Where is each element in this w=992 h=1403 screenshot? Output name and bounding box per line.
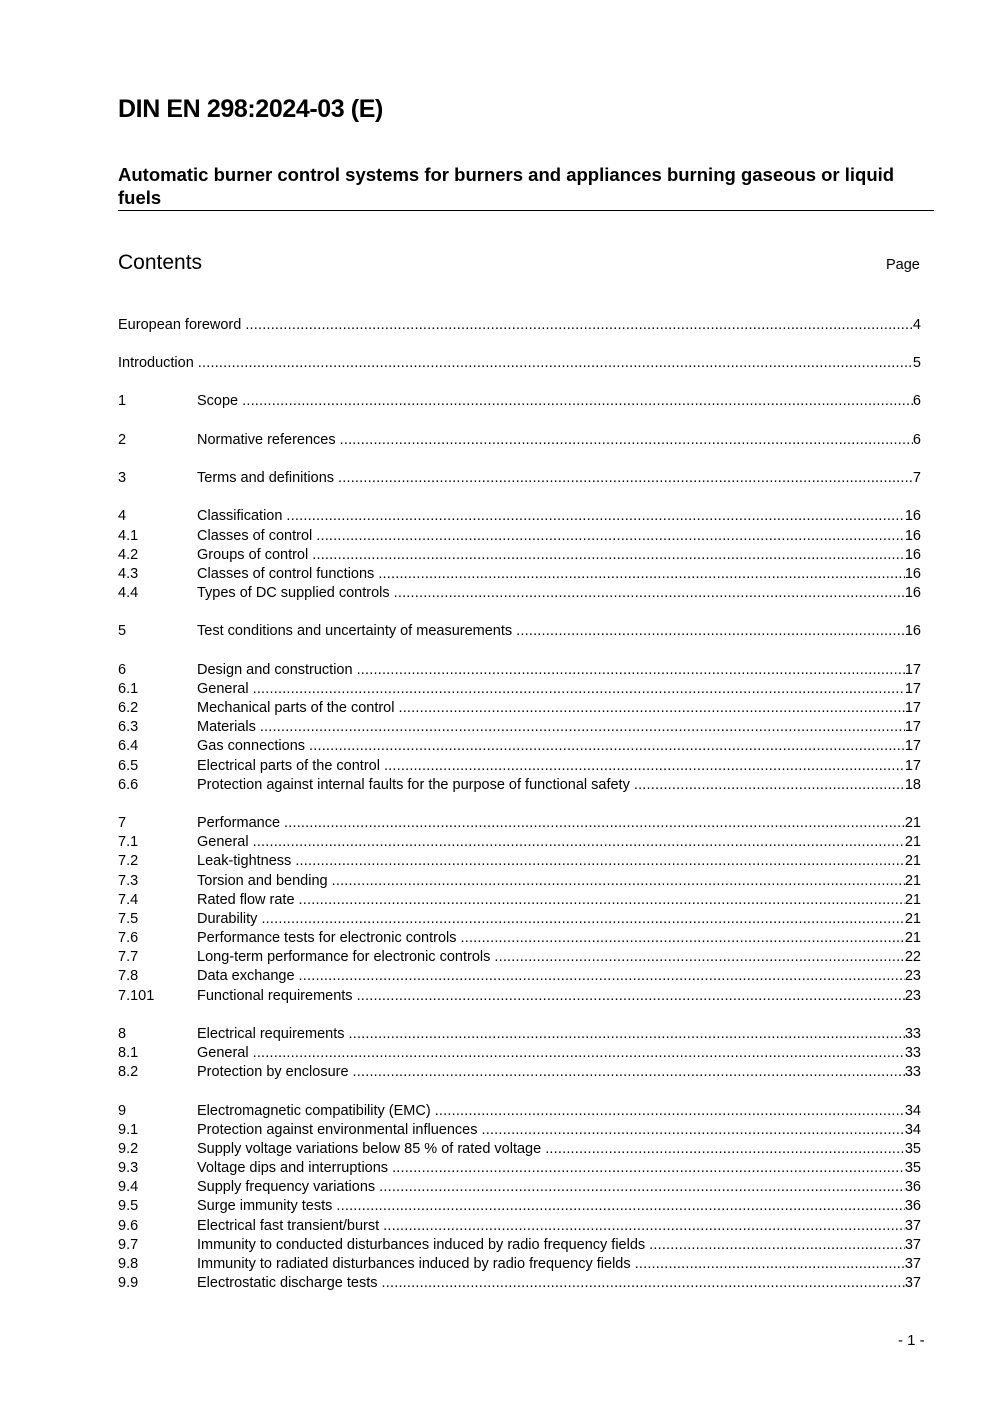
toc-entry[interactable] bbox=[118, 680, 921, 699]
toc-section-title: Groups of control bbox=[197, 547, 309, 563]
toc-entry[interactable] bbox=[118, 1255, 921, 1274]
toc-entry[interactable] bbox=[118, 565, 921, 584]
toc-page-number: 6 bbox=[912, 432, 921, 448]
toc-entry[interactable] bbox=[118, 1217, 921, 1236]
toc-dot-leader bbox=[353, 1063, 905, 1082]
toc-section-title: Supply voltage variations below 85 % of rated voltage bbox=[197, 1141, 542, 1157]
toc-dot-leader bbox=[253, 680, 905, 699]
toc-section-title: Test conditions and uncertainty of measurements bbox=[197, 623, 513, 639]
toc-section-title: Classification bbox=[197, 508, 283, 524]
toc-section-title: Types of DC supplied controls bbox=[197, 585, 390, 601]
toc-dot-leader bbox=[384, 757, 905, 776]
toc-page-number: 33 bbox=[904, 1045, 921, 1061]
toc-dot-leader bbox=[394, 584, 905, 603]
toc-dot-leader bbox=[348, 1025, 904, 1044]
toc-entry[interactable] bbox=[118, 948, 921, 967]
toc-dot-leader bbox=[378, 565, 905, 584]
toc-entry[interactable] bbox=[118, 814, 921, 833]
toc-page-number: 16 bbox=[904, 585, 921, 601]
toc-section-title: Electrical parts of the control bbox=[197, 758, 380, 774]
toc-dot-leader bbox=[245, 316, 913, 335]
toc-entry[interactable] bbox=[118, 546, 921, 565]
toc-page-number: 33 bbox=[904, 1064, 921, 1080]
toc-dot-leader bbox=[332, 872, 905, 891]
toc-dot-leader bbox=[482, 1121, 905, 1140]
toc-section-title: Electromagnetic compatibility (EMC) bbox=[197, 1103, 431, 1119]
toc-section-number: 4 bbox=[118, 508, 127, 524]
toc-dot-leader bbox=[253, 833, 905, 852]
toc-section-title: Functional requirements bbox=[197, 988, 353, 1004]
toc-section-title: Rated flow rate bbox=[197, 892, 295, 908]
toc-section-number: 9.5 bbox=[118, 1198, 139, 1214]
toc-section-title: Classes of control bbox=[197, 528, 313, 544]
toc-page-number: 17 bbox=[904, 700, 921, 716]
toc-entry[interactable] bbox=[118, 872, 921, 891]
toc-section-title: Protection against environmental influences bbox=[197, 1122, 478, 1138]
toc-page-number: 17 bbox=[904, 719, 921, 735]
toc-dot-leader bbox=[516, 622, 905, 641]
toc-entry[interactable] bbox=[118, 507, 921, 526]
toc-section-number: 7.5 bbox=[118, 911, 139, 927]
toc-dot-leader bbox=[379, 1178, 905, 1197]
toc-page-number: 17 bbox=[904, 758, 921, 774]
toc-page-number: 36 bbox=[904, 1179, 921, 1195]
toc-section-number: 6.3 bbox=[118, 719, 139, 735]
toc-entry[interactable] bbox=[118, 431, 921, 450]
toc-section-number: 2 bbox=[118, 432, 127, 448]
toc-dot-leader bbox=[545, 1140, 905, 1159]
toc-entry[interactable] bbox=[118, 1102, 921, 1121]
toc-page-number: 17 bbox=[904, 738, 921, 754]
toc-dot-leader bbox=[398, 699, 904, 718]
toc-entry[interactable] bbox=[118, 1159, 921, 1178]
toc-section-title: Long-term performance for electronic controls bbox=[197, 949, 491, 965]
toc-section-title: General bbox=[197, 834, 249, 850]
toc-entry[interactable] bbox=[118, 737, 921, 756]
toc-section-number: 8.1 bbox=[118, 1045, 139, 1061]
toc-page-number: 23 bbox=[904, 988, 921, 1004]
toc-entry[interactable] bbox=[118, 891, 921, 910]
toc-entry[interactable] bbox=[118, 1197, 921, 1216]
toc-entry[interactable] bbox=[118, 1025, 921, 1044]
toc-section-title: Data exchange bbox=[197, 968, 295, 984]
document-id: DIN EN 298:2024-03 (E) bbox=[118, 95, 383, 123]
toc-section-title: Electrical fast transient/burst bbox=[197, 1218, 380, 1234]
toc-section-title: Electrical requirements bbox=[197, 1026, 345, 1042]
toc-page-number: 37 bbox=[904, 1218, 921, 1234]
toc-section-title: Protection by enclosure bbox=[197, 1064, 349, 1080]
toc-entry[interactable] bbox=[118, 987, 921, 1006]
toc-entry[interactable] bbox=[118, 967, 921, 986]
toc-section-number: 7 bbox=[118, 815, 127, 831]
toc-section-number: 3 bbox=[118, 470, 127, 486]
toc-dot-leader bbox=[338, 469, 913, 488]
toc-section-title: Scope bbox=[197, 393, 239, 409]
toc-page-number: 34 bbox=[904, 1103, 921, 1119]
toc-section-number: 9 bbox=[118, 1103, 127, 1119]
toc-entry[interactable] bbox=[118, 699, 921, 718]
toc-page-number: 22 bbox=[904, 949, 921, 965]
toc-section-number: 6.5 bbox=[118, 758, 139, 774]
toc-section-number: 9.3 bbox=[118, 1160, 139, 1176]
toc-section-title: Terms and definitions bbox=[197, 470, 335, 486]
toc-section-number: 9.7 bbox=[118, 1237, 139, 1253]
toc-dot-leader bbox=[316, 527, 905, 546]
toc-entry[interactable] bbox=[118, 1063, 921, 1082]
toc-page-number: 37 bbox=[904, 1256, 921, 1272]
toc-section-number: 7.8 bbox=[118, 968, 139, 984]
toc-entry[interactable] bbox=[118, 469, 921, 488]
toc-section-number: 7.3 bbox=[118, 873, 139, 889]
toc-page-number: 16 bbox=[904, 547, 921, 563]
toc-entry[interactable] bbox=[118, 622, 921, 641]
title-divider bbox=[118, 210, 934, 211]
toc-section-number: 9.2 bbox=[118, 1141, 139, 1157]
toc-section-number: 6.1 bbox=[118, 681, 139, 697]
contents-heading: Contents bbox=[118, 251, 203, 274]
toc-entry[interactable] bbox=[118, 1140, 921, 1159]
toc-section-number: 7.6 bbox=[118, 930, 139, 946]
toc-page-number: 6 bbox=[912, 393, 921, 409]
toc-page-number: 21 bbox=[904, 853, 921, 869]
toc-dot-leader bbox=[299, 967, 905, 986]
toc-section-title: Immunity to conducted disturbances induced by radio frequency fields bbox=[197, 1237, 646, 1253]
toc-dot-leader bbox=[649, 1236, 905, 1255]
toc-entry[interactable] bbox=[118, 929, 921, 948]
toc-page-number: 23 bbox=[904, 968, 921, 984]
toc-page-number: 7 bbox=[912, 470, 921, 486]
toc-dot-leader bbox=[435, 1102, 905, 1121]
toc-section-number: 4.4 bbox=[118, 585, 139, 601]
toc-section-title: Protection against internal faults for the purpose of functional safety bbox=[197, 777, 630, 793]
toc-page-number: 16 bbox=[904, 623, 921, 639]
toc-section-number: 7.101 bbox=[118, 988, 155, 1004]
toc-section-number: 5 bbox=[118, 623, 127, 639]
toc-section-title: Performance bbox=[197, 815, 281, 831]
toc-dot-leader bbox=[494, 948, 905, 967]
toc-entry[interactable] bbox=[118, 1121, 921, 1140]
toc-section-number: 4.1 bbox=[118, 528, 139, 544]
toc-section-title: Supply frequency variations bbox=[197, 1179, 376, 1195]
toc-entry[interactable] bbox=[118, 1178, 921, 1197]
toc-section-title: Surge immunity tests bbox=[197, 1198, 333, 1214]
toc-dot-leader bbox=[260, 718, 905, 737]
toc-dot-leader bbox=[336, 1197, 904, 1216]
toc-dot-leader bbox=[340, 431, 913, 450]
toc-entry[interactable] bbox=[118, 1274, 921, 1293]
toc-dot-leader bbox=[383, 1217, 905, 1236]
toc-section-number: 6.6 bbox=[118, 777, 139, 793]
toc-dot-leader bbox=[461, 929, 905, 948]
toc-page-number: 21 bbox=[904, 834, 921, 850]
toc-entry[interactable] bbox=[118, 833, 921, 852]
toc-section-title: Normative references bbox=[197, 432, 336, 448]
toc-page-number: 21 bbox=[904, 930, 921, 946]
toc-page-number: 36 bbox=[904, 1198, 921, 1214]
toc-page-number: 17 bbox=[904, 681, 921, 697]
toc-page-number: 33 bbox=[904, 1026, 921, 1042]
toc-dot-leader bbox=[312, 546, 905, 565]
toc-dot-leader bbox=[309, 737, 905, 756]
toc-dot-leader bbox=[357, 987, 905, 1006]
toc-entry[interactable] bbox=[118, 527, 921, 546]
toc-section-number: 6 bbox=[118, 662, 127, 678]
toc-entry[interactable] bbox=[118, 354, 921, 373]
toc-dot-leader bbox=[635, 1255, 905, 1274]
toc-section-title: Immunity to radiated disturbances induced by radio frequency fields bbox=[197, 1256, 631, 1272]
toc-entry[interactable] bbox=[118, 757, 921, 776]
toc-dot-leader bbox=[392, 1159, 905, 1178]
toc-dot-leader bbox=[357, 661, 905, 680]
toc-section-title: Torsion and bending bbox=[197, 873, 328, 889]
toc-dot-leader bbox=[299, 891, 905, 910]
toc-dot-leader bbox=[382, 1274, 905, 1293]
toc-dot-leader bbox=[284, 814, 905, 833]
toc-section-title: Durability bbox=[197, 911, 258, 927]
toc-section-title: Gas connections bbox=[197, 738, 306, 754]
page-column-heading: Page bbox=[886, 257, 920, 273]
toc-section-title: European foreword bbox=[118, 317, 242, 333]
toc-entry[interactable] bbox=[118, 718, 921, 737]
toc-page-number: 18 bbox=[904, 777, 921, 793]
toc-section-number: 7.7 bbox=[118, 949, 139, 965]
toc-entry[interactable] bbox=[118, 316, 921, 335]
toc-page-number: 21 bbox=[904, 892, 921, 908]
toc-section-title: Introduction bbox=[118, 355, 194, 371]
toc-dot-leader bbox=[242, 392, 913, 411]
toc-section-number: 8.2 bbox=[118, 1064, 139, 1080]
toc-page-number: 4 bbox=[912, 317, 921, 333]
toc-section-number: 8 bbox=[118, 1026, 127, 1042]
toc-entry[interactable] bbox=[118, 776, 921, 795]
toc-dot-leader bbox=[634, 776, 905, 795]
toc-entry[interactable] bbox=[118, 661, 921, 680]
toc-page-number: 16 bbox=[904, 508, 921, 524]
toc-page-number: 35 bbox=[904, 1141, 921, 1157]
toc-page-number: 5 bbox=[912, 355, 921, 371]
toc-page-number: 17 bbox=[904, 662, 921, 678]
toc-section-title: Electrostatic discharge tests bbox=[197, 1275, 378, 1291]
toc-section-number: 1 bbox=[118, 393, 127, 409]
toc-section-title: Voltage dips and interruptions bbox=[197, 1160, 389, 1176]
toc-page-number: 21 bbox=[904, 815, 921, 831]
toc-section-title: General bbox=[197, 1045, 249, 1061]
toc-dot-leader bbox=[253, 1044, 905, 1063]
toc-page-number: 34 bbox=[904, 1122, 921, 1138]
page-number: - 1 - bbox=[898, 1332, 925, 1349]
toc-page-number: 35 bbox=[904, 1160, 921, 1176]
toc-section-number: 9.4 bbox=[118, 1179, 139, 1195]
toc-entry[interactable] bbox=[118, 1236, 921, 1255]
toc-dot-leader bbox=[295, 852, 905, 871]
toc-section-title: Classes of control functions bbox=[197, 566, 375, 582]
toc-entry[interactable] bbox=[118, 392, 921, 411]
toc-section-title: Mechanical parts of the control bbox=[197, 700, 395, 716]
toc-entry[interactable] bbox=[118, 584, 921, 603]
toc-page-number: 21 bbox=[904, 873, 921, 889]
toc-page-number: 16 bbox=[904, 566, 921, 582]
toc-section-title: Materials bbox=[197, 719, 256, 735]
toc-section-number: 4.3 bbox=[118, 566, 139, 582]
toc-section-number: 9.8 bbox=[118, 1256, 139, 1272]
toc-section-title: General bbox=[197, 681, 249, 697]
toc-page-number: 21 bbox=[904, 911, 921, 927]
toc-page-number: 37 bbox=[904, 1275, 921, 1291]
document-title: Automatic burner control systems for burners and appliances burning gaseous or liquid fuels bbox=[118, 164, 895, 208]
toc-page-number: 37 bbox=[904, 1237, 921, 1253]
toc-entry[interactable] bbox=[118, 852, 921, 871]
toc-section-number: 9.1 bbox=[118, 1122, 139, 1138]
toc-dot-leader bbox=[198, 354, 913, 373]
toc-section-number: 7.1 bbox=[118, 834, 139, 850]
toc-section-number: 6.2 bbox=[118, 700, 139, 716]
toc-dot-leader bbox=[261, 910, 904, 929]
toc-section-number: 9.6 bbox=[118, 1218, 139, 1234]
toc-section-number: 7.4 bbox=[118, 892, 139, 908]
toc-section-title: Leak-tightness bbox=[197, 853, 292, 869]
toc-page-number: 16 bbox=[904, 528, 921, 544]
toc-section-number: 4.2 bbox=[118, 547, 139, 563]
toc-section-number: 9.9 bbox=[118, 1275, 139, 1291]
toc-dot-leader bbox=[286, 507, 904, 526]
toc-entry[interactable] bbox=[118, 910, 921, 929]
toc-section-title: Performance tests for electronic controls bbox=[197, 930, 457, 946]
toc-entry[interactable] bbox=[118, 1044, 921, 1063]
toc-section-title: Design and construction bbox=[197, 662, 353, 678]
toc-section-number: 7.2 bbox=[118, 853, 139, 869]
toc-section-number: 6.4 bbox=[118, 738, 139, 754]
